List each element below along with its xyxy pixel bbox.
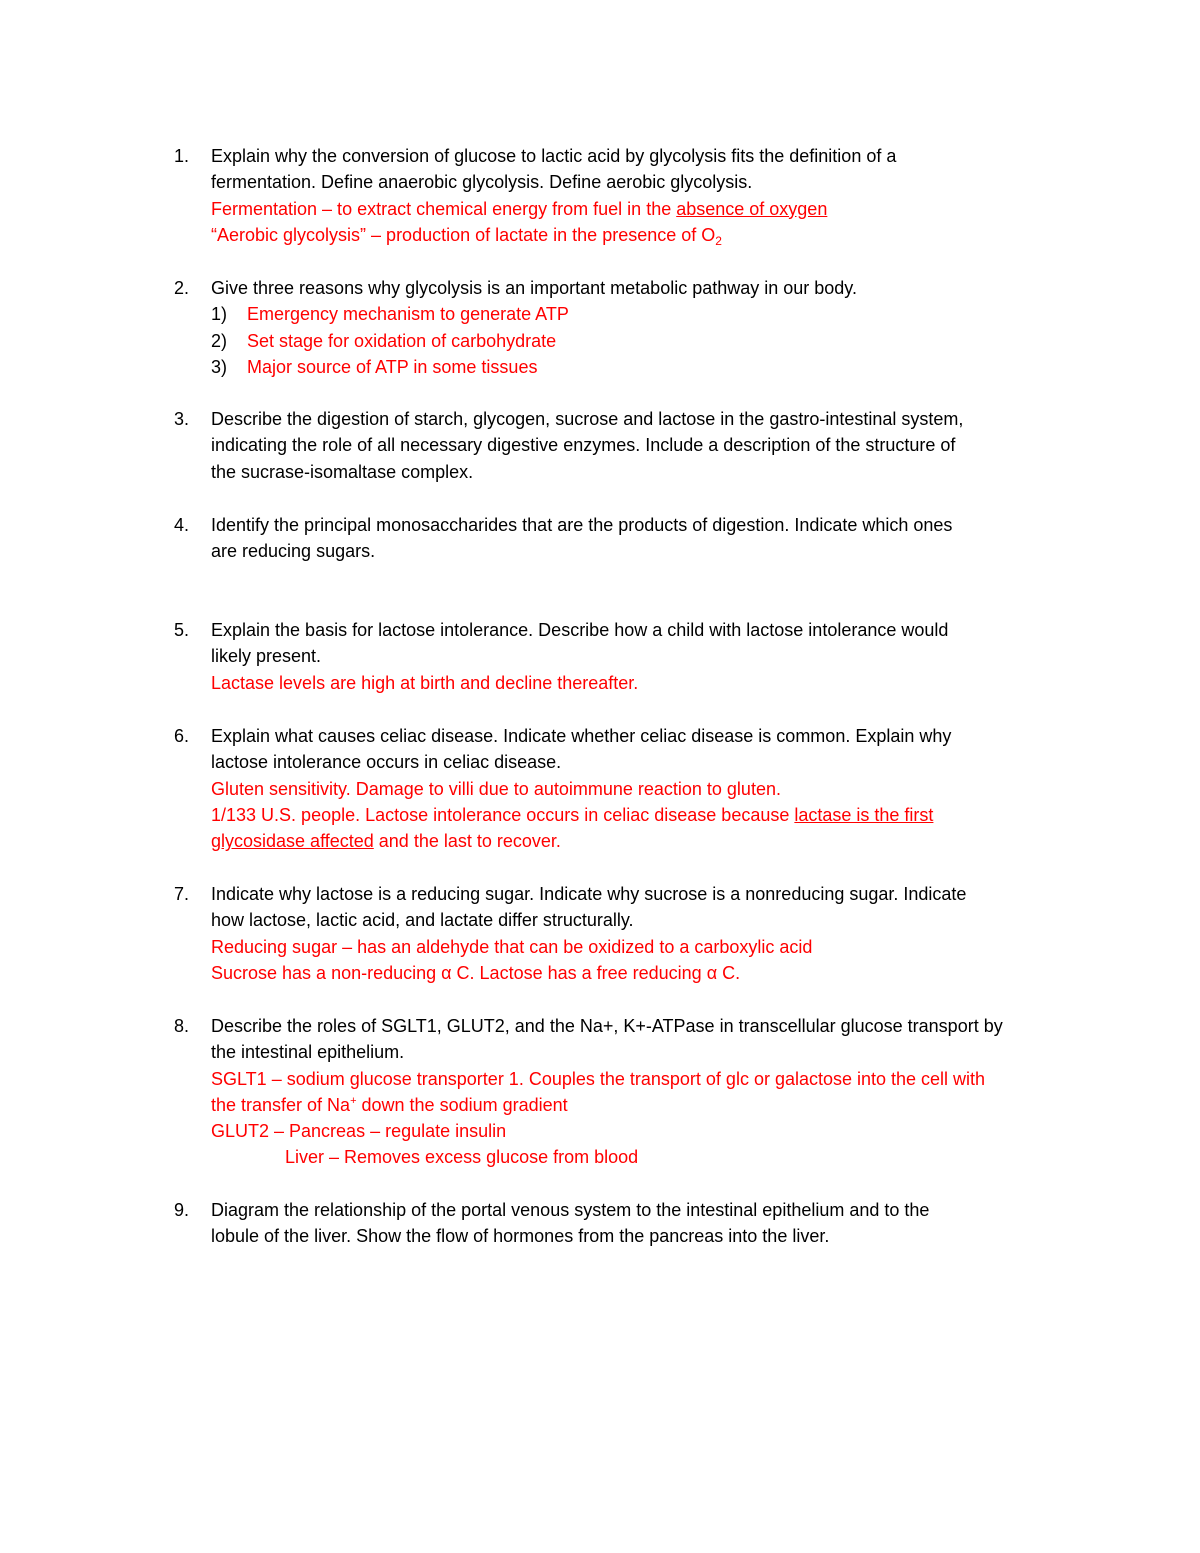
answer-line: SGLT1 – sodium glucose transporter 1. Couples the transport of glc or galactose into the cell with xyxy=(211,1068,986,1089)
question-number: 7. xyxy=(174,884,190,904)
question-number: 6. xyxy=(174,726,190,746)
question-text-line: Describe the roles of SGLT1, GLUT2, and the Na+, K+-ATPase in transcellular glucose transport by xyxy=(211,1016,1003,1036)
answer-line: Liver – Removes excess glucose from blood xyxy=(285,1147,639,1168)
answer-underlined: lactase is the first xyxy=(794,804,934,825)
list-marker: 3) xyxy=(211,356,228,377)
answer-text: and the last to recover. xyxy=(373,831,561,852)
question-text-line: lactose intolerance occurs in celiac disease. xyxy=(211,752,562,773)
answer-text: Fermentation – to extract chemical energy from fuel in the xyxy=(211,198,677,219)
question-text-line: Diagram the relationship of the portal venous system to the intestinal epithelium and to the xyxy=(211,1200,930,1220)
answer-line xyxy=(211,802,1091,828)
list-item-text: Set stage for oxidation of carbohydrate xyxy=(247,330,557,351)
question-text-line: Give three reasons why glycolysis is an important metabolic pathway in our body. xyxy=(211,278,857,298)
answer-line: GLUT2 – Pancreas – regulate insulin xyxy=(211,1121,507,1142)
question-number: 3. xyxy=(174,409,190,429)
answer-text: down the sodium gradient xyxy=(356,1094,568,1115)
answer-underlined: absence of oxygen xyxy=(676,198,828,219)
answer-text: the transfer of Na xyxy=(211,1094,351,1115)
answer-text: 1/133 U.S. people. Lactose intolerance occurs in celiac disease because xyxy=(211,804,795,825)
question-text-line: Explain what causes celiac disease. Indicate whether celiac disease is common. Explain why xyxy=(211,726,952,746)
question-text-line: are reducing sugars. xyxy=(211,541,376,562)
list-item-text: Major source of ATP in some tissues xyxy=(247,356,538,377)
question-text-line: how lactose, lactic acid, and lactate differ structurally. xyxy=(211,910,634,931)
question-text-line: Describe the digestion of starch, glycogen, sucrose and lactose in the gastro-intestinal system, xyxy=(211,409,964,429)
question-text-line: fermentation. Define anaerobic glycolysis. Define aerobic glycolysis. xyxy=(211,172,753,193)
subscript: 2 xyxy=(715,233,722,248)
answer-line xyxy=(211,828,1091,854)
answer-line xyxy=(211,222,1091,248)
question-number: 1. xyxy=(174,146,190,166)
question-text-line: likely present. xyxy=(211,646,322,667)
answer-text: “Aerobic glycolysis” – production of lactate in the presence of O xyxy=(211,224,716,245)
list-item xyxy=(211,354,1091,380)
question-number: 2. xyxy=(174,278,190,298)
list-item xyxy=(211,328,1091,354)
question-text-line: Identify the principal monosaccharides that are the products of digestion. Indicate which ones xyxy=(211,515,953,535)
answer-line: Sucrose has a non-reducing α C. Lactose has a free reducing α C. xyxy=(211,962,741,983)
answer-line: Lactase levels are high at birth and decline thereafter. xyxy=(211,672,639,693)
question-text-line: Indicate why lactose is a reducing sugar. Indicate why sucrose is a nonreducing sugar. Indicate xyxy=(211,884,967,904)
list-marker: 1) xyxy=(211,304,228,325)
question-text-line: Explain why the conversion of glucose to lactic acid by glycolysis fits the definition of a xyxy=(211,146,897,166)
question-text-line: Explain the basis for lactose intolerance. Describe how a child with lactose intolerance would xyxy=(211,620,949,640)
question-text-line: the intestinal epithelium. xyxy=(211,1042,405,1063)
question-number: 9. xyxy=(174,1200,190,1220)
superscript: + xyxy=(350,1094,357,1107)
question-text-line: the sucrase-isomaltase complex. xyxy=(211,461,474,482)
answer-line: Reducing sugar – has an aldehyde that can be oxidized to a carboxylic acid xyxy=(211,936,813,957)
list-marker: 2) xyxy=(211,330,228,351)
answer-line: Gluten sensitivity. Damage to villi due to autoimmune reaction to gluten. xyxy=(211,778,781,799)
question-number: 5. xyxy=(174,620,190,640)
answer-line xyxy=(211,1092,1091,1118)
question-text-line: lobule of the liver. Show the flow of hormones from the pancreas into the liver. xyxy=(211,1226,830,1247)
question-text-line: indicating the role of all necessary digestive enzymes. Include a description of the structure of xyxy=(211,435,956,456)
list-item xyxy=(211,301,1091,327)
question-number: 4. xyxy=(174,515,190,535)
list-item-text: Emergency mechanism to generate ATP xyxy=(247,304,569,325)
answer-line xyxy=(211,196,1091,222)
answer-underlined: glycosidase affected xyxy=(211,831,374,852)
question-number: 8. xyxy=(174,1016,190,1036)
